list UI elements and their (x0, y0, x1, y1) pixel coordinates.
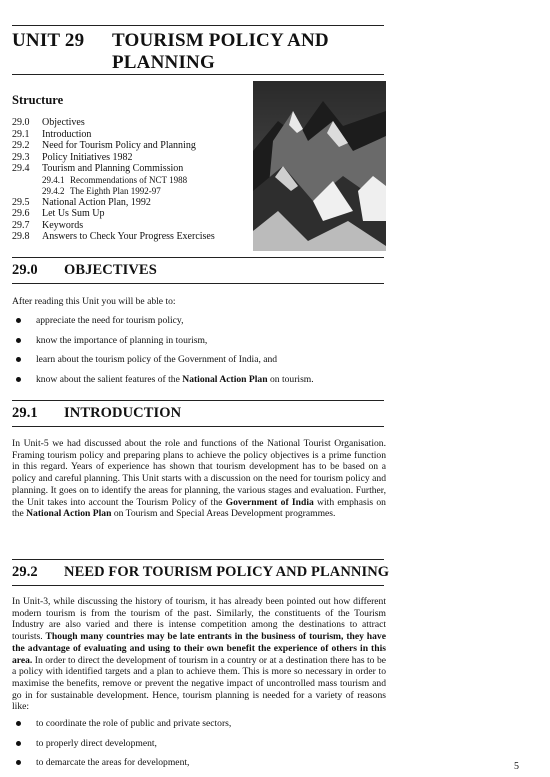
toc-item: 29.5 National Action Plan, 1992 (12, 196, 151, 208)
list-item: to properly direct development, (12, 738, 386, 750)
section-rule (12, 400, 384, 401)
toc-item: 29.7 Keywords (12, 219, 84, 231)
section-heading-introduction: 29.1 INTRODUCTION (12, 405, 182, 421)
introduction-paragraph: In Unit-5 we had discussed about the role and functions of the National Tourist Organisation. Framing tourism policy and preparing plans to achieve the policy objectives is a prime function in this regard. Years of experience has shown that tourism development has to be based on a policy and careful planning. This Unit starts with a discussion on the need for tourism policy and planning. It goes on to identify the areas for planning, the various stages and evaluation. Further, the Unit takes into account the Tourism Policy of the Government of India with emphasis on the National Action Plan on Tourism and Special Areas Development programmes. (12, 438, 386, 520)
unit-title (12, 30, 329, 74)
list-item: to coordinate the role of public and private sectors, (12, 718, 386, 730)
list-item: know the importance of planning in tourism, (12, 335, 386, 347)
toc-item: 29.0 Objectives (12, 117, 85, 128)
need-paragraph: In Unit-3, while discussing the history of tourism, it has already been pointed out how different modern tourism is from the tourism of the past. Similarly, the constituents of the Tourism Industry are also varied and there is intense competition among the destinations to attract tourists. Though many countries may be late entrants in the business of tourism, they have the advantage of evaluating and using to their own benefit the experience of others in this area. In order to direct the development of tourism in a country or at a destination there has to be a policy with identified targets and a plan to achieve them. This is more so necessary in order to maximise the benefits, remove or prevent the negative impact of uncontrolled mass tourism and go in for sustainable development. Hence, tourism planning is needed for a variety of reasons like: (12, 596, 386, 713)
page-number: 5 (514, 761, 519, 772)
section-heading-objectives: 29.0 OBJECTIVES (12, 262, 157, 278)
list-item: appreciate the need for tourism policy, (12, 315, 386, 327)
toc-item: 29.2 Need for Tourism Policy and Planning (12, 140, 196, 151)
section-rule (12, 559, 384, 560)
toc-item: 29.4 Tourism and Planning Commission (12, 163, 184, 174)
unit-title-line2: PLANNING (112, 52, 215, 73)
need-list (12, 718, 386, 769)
objectives-intro: After reading this Unit you will be able to: (12, 296, 176, 307)
toc-item: 29.3 Policy Initiatives 1982 (12, 151, 133, 163)
toc-subitem: 29.4.2 The Eighth Plan 1992-97 (42, 185, 161, 196)
toc-item: 29.6 Let Us Sum Up (12, 208, 105, 219)
structure-heading: Structure (12, 93, 64, 107)
section-rule (12, 257, 384, 258)
mountain-photo (253, 81, 386, 251)
list-item: learn about the tourism policy of the Government of India, and (12, 354, 386, 366)
unit-title-line1: TOURISM POLICY AND (112, 30, 329, 51)
section-heading-need: 29.2 NEED FOR TOURISM POLICY AND PLANNING (12, 564, 390, 580)
toc-item: 29.8 Answers to Check Your Progress Exercises (12, 231, 215, 242)
section-rule (12, 585, 384, 586)
section-rule (12, 283, 384, 284)
list-item: to demarcate the areas for development, (12, 757, 386, 769)
top-rule (12, 25, 384, 26)
objectives-list (12, 315, 386, 385)
section-rule (12, 426, 384, 427)
unit-number: UNIT 29 (12, 30, 85, 51)
title-underline (12, 74, 384, 75)
toc-subitem: 29.4.1 Recommendations of NCT 1988 (42, 174, 188, 185)
toc-item: 29.1 Introduction (12, 128, 92, 140)
mountain-image (253, 81, 386, 251)
structure-box (12, 93, 252, 243)
list-item: know about the salient features of the National Action Plan on tourism. (12, 374, 386, 386)
